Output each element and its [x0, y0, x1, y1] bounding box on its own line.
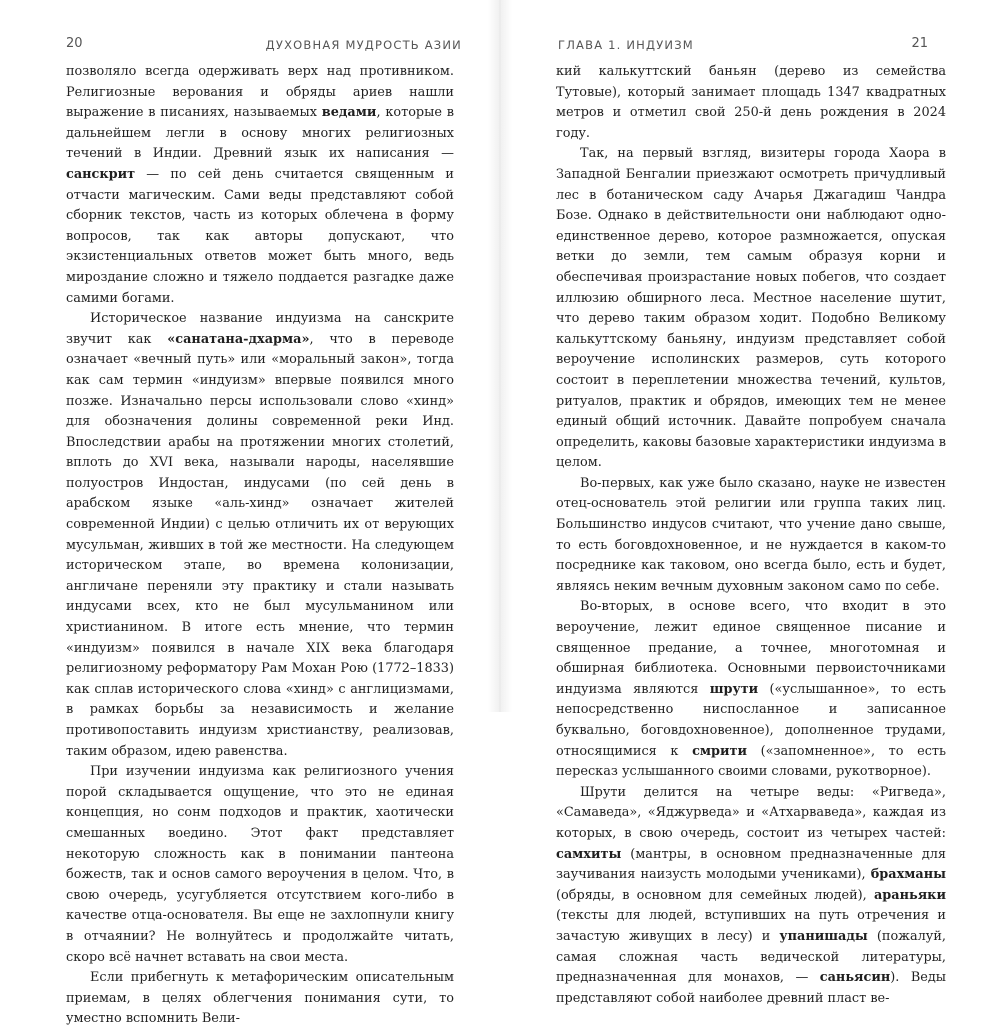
- text-run: Во-первых, как уже было сказано, науке не известен отец-основатель этой религии или группа таких лиц. Большинство индусов считают, что учение дано свыше, то есть боговдохновенное, и не нуждается в каком-то посреднике как таковом, оно всегда было, есть и будет, являясь неким вечным духовным законом само по себе.: [556, 475, 946, 594]
- bold-term: санскрит: [66, 166, 136, 182]
- body-text: [556, 62, 946, 1009]
- page-number: 21: [911, 36, 928, 51]
- bold-term: шрути: [709, 681, 759, 697]
- bold-term: смрити: [692, 743, 748, 759]
- bold-term: упанишады: [779, 928, 868, 944]
- paragraph: [66, 968, 454, 1030]
- bold-term: «санатана-дхарма»: [167, 331, 310, 347]
- text-run: («запомненное», то есть пересказ услышанного своими словами, рукотворное).: [556, 743, 947, 780]
- text-run: (мантры, в основном предназначенные для заучивания наизусть молодыми учениками),: [556, 846, 946, 883]
- text-run: ). Веды представляют собой наиболее древний пласт ве-: [556, 970, 946, 1006]
- text-run: позволяло всегда одерживать верх над противником. Религиозные верования и обряды ариев нашли выражение в писаниях, называемых: [66, 64, 454, 121]
- text-run: При изучении индуизма как религиозного учения порой складывается ощущение, что это не единая концепция, но сонм подходов и практик, хаотически смешанных воедино. Этот факт представляет некоторую сложность как в понимании пантеона божеств, так и основ самого вероучения в целом. Что, в свою очередь, усугубляется отсутствием кого-либо в качестве отца-основателя. Вы еще не захлопнули книгу в отчаянии? Не волнуйтесь и продолжайте читать, скоро всё начнет вставать на свои места.: [66, 764, 454, 965]
- bold-term: брахманы: [870, 867, 946, 883]
- page-number: 20: [66, 36, 83, 51]
- bold-term: араньяки: [873, 887, 946, 903]
- text-run: — по сей день считается священным и отчасти магическим. Сами веды представляют собой сборник текстов, часть из которых облечена в форму вопросов, так как авторы допускают, что экзистенциальных ответов может быть много, ведь мироздание сложно и тяжело поддается разгадке даже самими богами.: [66, 166, 454, 306]
- bold-term: ведами: [321, 105, 377, 121]
- paragraph: [66, 762, 454, 968]
- text-run: Историческое название индуизма на санскрите звучит как: [66, 311, 454, 347]
- running-head: ДУХОВНАЯ МУДРОСТЬ АЗИИ: [265, 38, 462, 52]
- left-page: [0, 0, 498, 1027]
- text-run: Во-вторых, в основе всего, что входит в это вероучение, лежит единое священное писание и священное предание, а точнее, многотомная и обширная библиотека. Основными первоисточниками индуизма являются: [556, 599, 946, 697]
- text-run: («услышанное», то есть непосредственно ниспосланное и записанное буквально, боговдохновенное), дополненное трудами, относящимися к: [556, 681, 946, 759]
- text-run: (обряды, в основном для семейных людей),: [556, 887, 874, 903]
- paragraph: [66, 309, 454, 762]
- paragraph: [556, 144, 946, 474]
- text-run: Если прибегнуть к метафорическим описательным приемам, в целях облегчения понимания сути, то уместно вспомнить Вели-: [66, 970, 454, 1027]
- right-page: [502, 0, 1000, 1006]
- text-run: , которые в дальнейшем легли в основу многих религиозных течений в Индии. Древний язык их написания —: [66, 105, 454, 162]
- paragraph: [556, 62, 946, 144]
- text-run: Шрути делится на четыре веды: «Ригведа», «Самаведа», «Яджурведа» и «Атхарваведа», каждая из которых, в свою очередь, состоит из четырех частей:: [556, 784, 946, 841]
- text-run: (пожалуй, самая сложная часть ведической литературы, предназначенная для монахов, —: [556, 928, 947, 986]
- body-text: [66, 62, 454, 1030]
- text-run: Так, на первый взгляд, визитеры города Хаора в Западной Бенгалии приезжают осмотреть причудливый лес в ботаническом саду Ачарья Джагадиш Чандра Бозе. Однако в действительности они наблюдают одно-единственное дерево, которое размножается, опуская ветки до земли, тем самым образуя корни и обеспечивая произрастание новых побегов, что создает иллюзию обширного леса. Местное население шутит, что дерево таким образом ходит. Подобно Великому калькуттскому баньяну, индуизм представляет собой вероучение исполинских размеров, суть которого состоит в переплетении множества течений, культов, ритуалов, практик и обрядов, имеющих тем не менее единый общий источник. Давайте попробуем сначала определить, каковы базовые характеристики индуизма в целом.: [556, 146, 946, 471]
- text-run: кий калькуттский баньян (дерево из семейства Тутовые), который занимает площадь 1347 квадратных метров и отметил свой 250-й день рождения в 2024 году.: [556, 64, 946, 141]
- text-run: , что в переводе означает «вечный путь» или «моральный закон», тогда как сам термин «индуизм» впервые появился много позже. Изначально персы использовали слово «хинд» для обозначения долины современной реки Инд. Впоследствии арабы на протяжении многих столетий, вплоть до XVI века, называли народы, населявшие полуостров Индостан, индусами (по сей день в арабском языке «аль-хинд» означает жителей современной Индии) с целью отличить их от верующих мусульман, живших в той же местности. На следующем историческом этапе, во времена колонизации, англичане переняли эту практику и стали называть индусами всех, кто не был мусульманином или христианином. В итоге есть мнение, что термин «индуизм» появился в начале XIX века благодаря религиозному реформатору Рам Мохан Рою (1772–1833) как сплав исторического слова «хинд» с англицизмами, в рамках борьбы за независимость и желание противопоставить индуизм христианству, реализовав, таким образом, идею равенства.: [66, 331, 454, 759]
- paragraph: [556, 597, 946, 782]
- text-run: (тексты для людей, вступивших на путь отречения и зачастую живущих в лесу) и: [556, 908, 946, 944]
- paragraph: [556, 474, 946, 598]
- bold-term: саньясин: [819, 970, 891, 986]
- paragraph: [66, 62, 454, 309]
- bold-term: самхиты: [556, 846, 622, 862]
- running-head: ГЛАВА 1. ИНДУИЗМ: [558, 38, 694, 52]
- paragraph: [556, 783, 946, 1010]
